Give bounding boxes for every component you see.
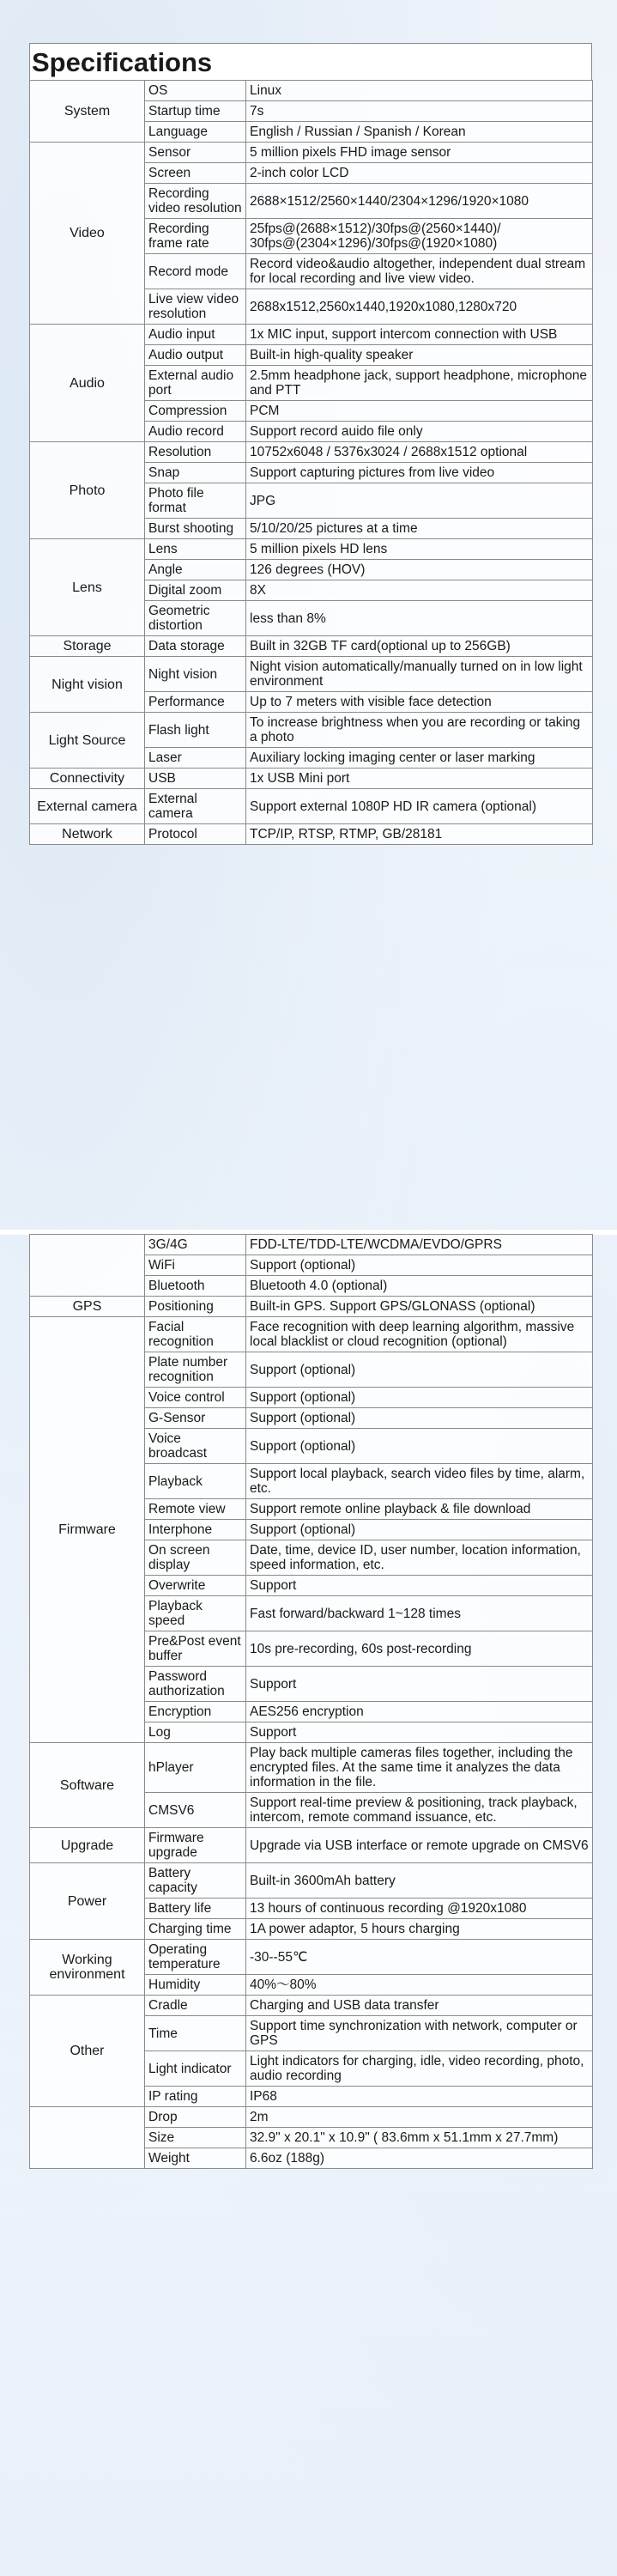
spec-key: Size (145, 2128, 246, 2148)
spec-value: 1x USB Mini port (246, 769, 593, 789)
spec-row (30, 713, 593, 748)
spec-value: 2-inch color LCD (246, 163, 593, 184)
spec-value: JPG (246, 483, 593, 519)
spec-key: Weight (145, 2148, 246, 2169)
spec-key: On screen display (145, 1540, 246, 1576)
spec-key: Playback speed (145, 1596, 246, 1631)
spec-key: Resolution (145, 442, 246, 463)
spec-category: Night vision (30, 657, 145, 713)
spec-value: Play back multiple cameras files together, including the encrypted files. At the same time it analyzes the data information in the file. (246, 1743, 593, 1793)
spec-value: Support remote online playback & file download (246, 1499, 593, 1520)
spec-value: Charging and USB data transfer (246, 1996, 593, 2016)
spec-key: External camera (145, 789, 246, 824)
spec-category: Upgrade (30, 1828, 145, 1863)
spec-row (30, 1940, 593, 1975)
spec-key: IP rating (145, 2087, 246, 2107)
spec-value: Support (246, 1667, 593, 1702)
spec-key: CMSV6 (145, 1793, 246, 1828)
spec-key: Overwrite (145, 1576, 246, 1596)
spec-row (30, 325, 593, 345)
spec-value: Support external 1080P HD IR camera (optional) (246, 789, 593, 824)
spec-category: Video (30, 143, 145, 325)
spec-value: Fast forward/backward 1~128 times (246, 1596, 593, 1631)
spec-key: Performance (145, 692, 246, 713)
spec-category: Storage (30, 636, 145, 657)
spec-key: Facial recognition (145, 1317, 246, 1352)
spec-key: Encryption (145, 1702, 246, 1722)
specs-table-top (29, 80, 593, 845)
spec-value: 5 million pixels HD lens (246, 539, 593, 560)
spec-category: Firmware (30, 1317, 145, 1743)
spec-key: Humidity (145, 1975, 246, 1996)
spec-value: Date, time, device ID, user number, location information, speed information, etc. (246, 1540, 593, 1576)
spec-key: hPlayer (145, 1743, 246, 1793)
spec-key: Lens (145, 539, 246, 560)
spec-value: Support capturing pictures from live video (246, 463, 593, 483)
spec-value: Support (optional) (246, 1520, 593, 1540)
spec-category: Other (30, 1996, 145, 2107)
spec-key: Light indicator (145, 2051, 246, 2087)
spec-key: Drop (145, 2107, 246, 2128)
specs-table-bottom (29, 1234, 593, 2169)
spec-key: Screen (145, 163, 246, 184)
spec-key: G-Sensor (145, 1408, 246, 1429)
spec-value: AES256 encryption (246, 1702, 593, 1722)
spec-value: TCP/IP, RTSP, RTMP, GB/28181 (246, 824, 593, 845)
spec-key: Password authorization (145, 1667, 246, 1702)
spec-row (30, 1297, 593, 1317)
spec-value: Built in 32GB TF card(optional up to 256GB) (246, 636, 593, 657)
spec-value: Support record auido file only (246, 422, 593, 442)
spec-value: Light indicators for charging, idle, video recording, photo, audio recording (246, 2051, 593, 2087)
spec-row (30, 442, 593, 463)
spec-row (30, 824, 593, 845)
spec-value: To increase brightness when you are recording or taking a photo (246, 713, 593, 748)
spec-row (30, 1317, 593, 1352)
spec-value: -30--55℃ (246, 1940, 593, 1975)
spec-key: Live view video resolution (145, 289, 246, 325)
spec-key: Sensor (145, 143, 246, 163)
spec-category: Audio (30, 325, 145, 442)
spec-row (30, 539, 593, 560)
spec-key: Charging time (145, 1919, 246, 1940)
spec-row (30, 657, 593, 692)
spec-key: OS (145, 81, 246, 101)
spec-value: IP68 (246, 2087, 593, 2107)
spec-key: Battery life (145, 1899, 246, 1919)
spec-value: Support (optional) (246, 1429, 593, 1464)
spec-value: Support (246, 1576, 593, 1596)
spec-value: Support (optional) (246, 1408, 593, 1429)
spec-value: 2688x1512,2560x1440,1920x1080,1280x720 (246, 289, 593, 325)
spec-key: Burst shooting (145, 519, 246, 539)
spec-key: Angle (145, 560, 246, 580)
spec-value: Support real-time preview & positioning, track playback, intercom, remote command issuance, etc. (246, 1793, 593, 1828)
spec-key: Pre&Post event buffer (145, 1631, 246, 1667)
spec-value: Up to 7 meters with visible face detection (246, 692, 593, 713)
spec-value: 8X (246, 580, 593, 601)
spec-category (30, 2107, 145, 2169)
spec-key: Startup time (145, 101, 246, 122)
spec-value: Built-in 3600mAh battery (246, 1863, 593, 1899)
spec-category: Working environment (30, 1940, 145, 1996)
spec-key: Data storage (145, 636, 246, 657)
spec-key: Geometric distortion (145, 601, 246, 636)
spec-key: Laser (145, 748, 246, 769)
spec-value: 40%～80% (246, 1975, 593, 1996)
spec-row (30, 143, 593, 163)
spec-category: Light Source (30, 713, 145, 769)
spec-value: 126 degrees (HOV) (246, 560, 593, 580)
spec-category: Power (30, 1863, 145, 1940)
spec-row (30, 1235, 593, 1255)
spec-category: Software (30, 1743, 145, 1828)
spec-category: System (30, 81, 145, 143)
spec-value: 25fps@(2688×1512)/30fps@(2560×1440)/ 30fps@(2304×1296)/30fps@(1920×1080) (246, 219, 593, 254)
spec-value: Support time synchronization with network, computer or GPS (246, 2016, 593, 2051)
spec-value: 2.5mm headphone jack, support headphone, microphone and PTT (246, 366, 593, 401)
spec-value: 7s (246, 101, 593, 122)
spec-key: Flash light (145, 713, 246, 748)
spec-value: Support local playback, search video files by time, alarm, etc. (246, 1464, 593, 1499)
spec-key: Remote view (145, 1499, 246, 1520)
spec-key: Recording frame rate (145, 219, 246, 254)
spec-value: English / Russian / Spanish / Korean (246, 122, 593, 143)
spec-key: Snap (145, 463, 246, 483)
spec-key: Log (145, 1722, 246, 1743)
spec-value: Support (optional) (246, 1388, 593, 1408)
spec-value: Face recognition with deep learning algorithm, massive local blacklist or cloud recognition (optional) (246, 1317, 593, 1352)
spec-key: Operating temperature (145, 1940, 246, 1975)
spec-value: Upgrade via USB interface or remote upgrade on CMSV6 (246, 1828, 593, 1863)
spec-value: FDD-LTE/TDD-LTE/WCDMA/EVDO/GPRS (246, 1235, 593, 1255)
spec-key: USB (145, 769, 246, 789)
spec-key: Audio input (145, 325, 246, 345)
spec-key: Battery capacity (145, 1863, 246, 1899)
spec-value: Night vision automatically/manually turned on in low light environment (246, 657, 593, 692)
spec-key: 3G/4G (145, 1235, 246, 1255)
spec-value: PCM (246, 401, 593, 422)
spec-key: Plate number recognition (145, 1352, 246, 1388)
spec-value: 2m (246, 2107, 593, 2128)
spec-key: Cradle (145, 1996, 246, 2016)
spec-key: Interphone (145, 1520, 246, 1540)
spec-key: Bluetooth (145, 1276, 246, 1297)
spec-key: Protocol (145, 824, 246, 845)
spec-value: Support (246, 1722, 593, 1743)
spec-row (30, 769, 593, 789)
spec-value: 32.9" x 20.1" x 10.9" ( 83.6mm x 51.1mm x 27.7mm) (246, 2128, 593, 2148)
spec-key: Voice control (145, 1388, 246, 1408)
spec-key: External audio port (145, 366, 246, 401)
spec-value: 10752x6048 / 5376x3024 / 2688x1512 optional (246, 442, 593, 463)
spec-row (30, 1863, 593, 1899)
spec-key: Voice broadcast (145, 1429, 246, 1464)
spec-value: Built-in GPS. Support GPS/GLONASS (optional) (246, 1297, 593, 1317)
spec-value: Record video&audio altogether, independent dual stream for local recording and live view video. (246, 254, 593, 289)
spec-key: Night vision (145, 657, 246, 692)
spec-key: Audio record (145, 422, 246, 442)
spec-row (30, 1828, 593, 1863)
spec-key: Language (145, 122, 246, 143)
spec-key: Time (145, 2016, 246, 2051)
spec-category: Lens (30, 539, 145, 636)
spec-value: 5 million pixels FHD image sensor (246, 143, 593, 163)
specs-panel-top (29, 43, 592, 845)
spec-value: 1A power adaptor, 5 hours charging (246, 1919, 593, 1940)
spec-value: Built-in high-quality speaker (246, 345, 593, 366)
spec-row (30, 81, 593, 101)
spec-key: Recording video resolution (145, 184, 246, 219)
spec-key: Compression (145, 401, 246, 422)
spec-value: Auxiliary locking imaging center or laser marking (246, 748, 593, 769)
spec-category: Photo (30, 442, 145, 539)
spec-key: Firmware upgrade (145, 1828, 246, 1863)
spec-value: Linux (246, 81, 593, 101)
spec-key: Photo file format (145, 483, 246, 519)
spec-value: Bluetooth 4.0 (optional) (246, 1276, 593, 1297)
spec-category: GPS (30, 1297, 145, 1317)
spec-value: less than 8% (246, 601, 593, 636)
spec-value: 10s pre-recording, 60s post-recording (246, 1631, 593, 1667)
spec-value: Support (optional) (246, 1352, 593, 1388)
spec-key: Audio output (145, 345, 246, 366)
spec-key: Digital zoom (145, 580, 246, 601)
specs-panel-bottom (29, 1234, 592, 2169)
spec-key: Record mode (145, 254, 246, 289)
spec-row (30, 1743, 593, 1793)
spec-category: Network (30, 824, 145, 845)
page-title: Specifications (29, 43, 592, 80)
spec-value: 1x MIC input, support intercom connection with USB (246, 325, 593, 345)
spec-row (30, 789, 593, 824)
spec-value: 13 hours of continuous recording @1920x1080 (246, 1899, 593, 1919)
spec-value: 5/10/20/25 pictures at a time (246, 519, 593, 539)
spec-value: 2688×1512/2560×1440/2304×1296/1920×1080 (246, 184, 593, 219)
spec-value: 6.6oz (188g) (246, 2148, 593, 2169)
spec-row (30, 636, 593, 657)
spec-category (30, 1235, 145, 1297)
spec-category: External camera (30, 789, 145, 824)
spec-category: Connectivity (30, 769, 145, 789)
spec-key: WiFi (145, 1255, 246, 1276)
spec-row (30, 2107, 593, 2128)
spec-key: Positioning (145, 1297, 246, 1317)
spec-value: Support (optional) (246, 1255, 593, 1276)
spec-key: Playback (145, 1464, 246, 1499)
spec-row (30, 1996, 593, 2016)
